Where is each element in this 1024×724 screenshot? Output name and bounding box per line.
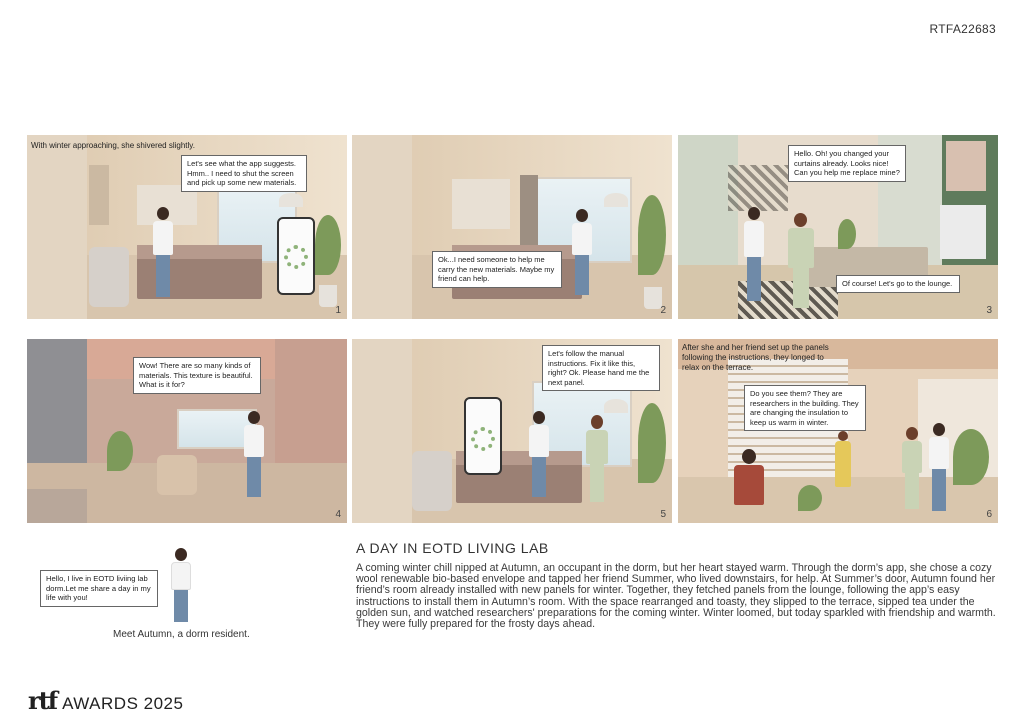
panel-2-speech-bubble: Ok...I need someone to help me carry the new materials. Maybe my friend can help.	[432, 251, 562, 288]
rtf-awards-logo	[28, 686, 183, 715]
panel-number: 6	[986, 509, 992, 520]
panel-1-caption: With winter approaching, she shivered slightly.	[31, 141, 195, 150]
summer-figure	[786, 213, 816, 313]
panel-6-caption: After she and her friend set up the panels following the instructions, they longed to relax on the terrace.	[682, 343, 829, 372]
story-panel-4	[27, 339, 347, 523]
panel-3-speech-bubble-summer: Of course! Let's go to the lounge.	[836, 275, 960, 293]
panel-5-speech-bubble: Let's follow the manual instructions. Fix it like this, right? Ok. Please hand me the next panel.	[542, 345, 660, 391]
story-panel-3	[678, 135, 998, 319]
story-paragraph: A coming winter chill nipped at Autumn, an occupant in the dorm, but her heart stayed warm. Through the dorm’s app, she chose a cozy wool renewable bio-based envelope and tapped her friend Summer, who lived downstairs, for help. At Summer’s door, Autumn found her friend’s room already installed with new panels for winter. Together, they fetched panels from the lounge, following the app’s easy instructions to install them in Autumn’s room. With the space rearranged and toasty, they slipped to the terrace, sipped tea under the golden sun, and watched researchers' preparations for the coming winter. Winter loomed, but today sparkled with friendship and warmth. They were fully prepared for the frosty days ahead.	[356, 562, 996, 631]
story-panel-5	[352, 339, 672, 523]
researcher-figure	[834, 431, 852, 491]
panel-number: 2	[660, 305, 666, 316]
panel-number: 3	[986, 305, 992, 316]
seated-figure	[732, 449, 766, 523]
story-title: A DAY IN EOTD LIVING LAB	[356, 540, 549, 556]
panel-3-speech-bubble-autumn: Hello. Oh! you changed your curtains already. Looks nice! Can you help me replace mine?	[788, 145, 906, 182]
panel-1-speech-bubble: Let's see what the app suggests. Hmm.. I need to shut the screen and pick up some new materials.	[181, 155, 307, 192]
panel-number: 4	[335, 509, 341, 520]
summer-figure	[900, 427, 924, 513]
autumn-figure	[570, 209, 594, 299]
autumn-figure	[928, 423, 950, 515]
app-phone-illustration	[464, 397, 502, 475]
autumn-intro-figure	[168, 548, 194, 624]
autumn-figure	[151, 207, 177, 303]
intro-speech-bubble: Hello, I live in EOTD liviing lab dorm.Let me share a day in my life with you!	[40, 570, 158, 607]
autumn-figure	[243, 411, 265, 501]
autumn-figure	[528, 411, 550, 503]
panel-6-speech-bubble: Do you see them? They are researchers in the building. They are changing the insulation to keep us warm in winter.	[744, 385, 866, 431]
panel-4-speech-bubble: Wow! There are so many kinds of materials. This texture is beautiful. What is it for?	[133, 357, 261, 394]
logo-mark: rtf	[28, 686, 57, 715]
story-panel-6	[678, 339, 998, 523]
story-panel-1	[27, 135, 347, 319]
intro-caption: Meet Autumn, a dorm resident.	[113, 629, 250, 640]
summer-figure	[584, 415, 610, 507]
story-panel-2	[352, 135, 672, 319]
panel-number: 5	[660, 509, 666, 520]
logo-text: AWARDS 2025	[62, 694, 184, 713]
ref-code: RTFA22683	[929, 22, 996, 36]
app-phone-illustration	[277, 217, 315, 295]
autumn-figure	[742, 207, 766, 307]
panel-number: 1	[335, 305, 341, 316]
